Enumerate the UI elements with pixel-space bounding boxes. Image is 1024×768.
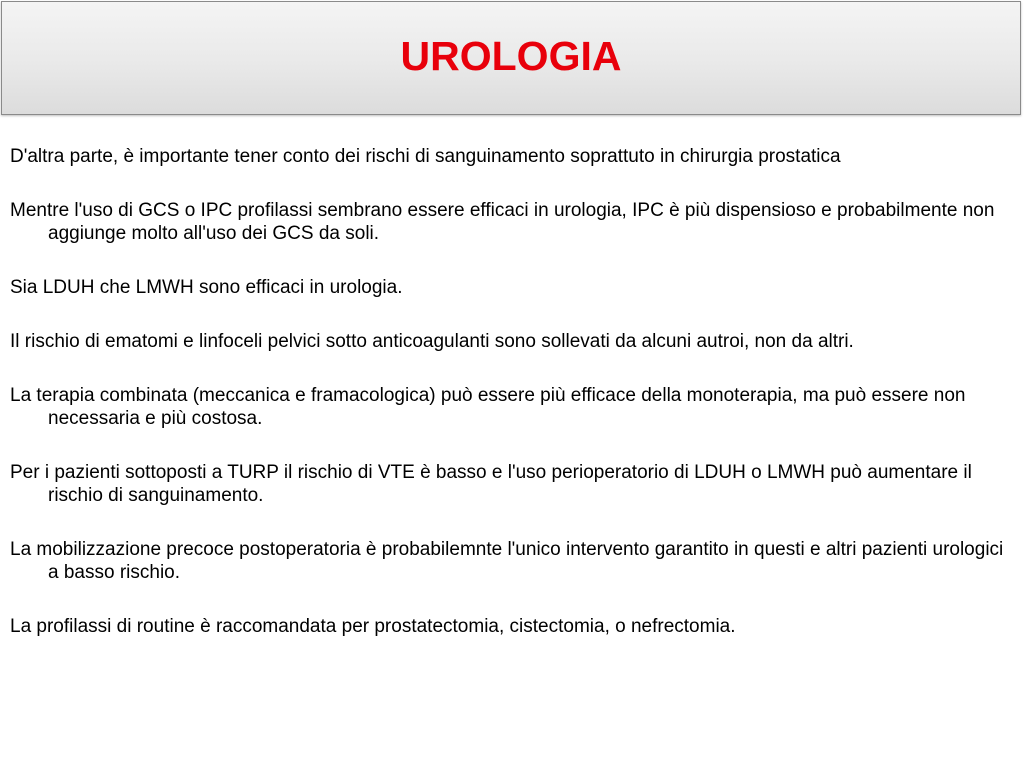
title-bar	[1, 1, 1021, 115]
slide-title: UROLOGIA	[400, 32, 622, 79]
paragraph-2: Mentre l'uso di GCS o IPC profilassi sembrano essere efficaci in urologia, IPC è più dispensioso e probabilmente non aggiunge molto all'uso dei GCS da soli.	[10, 200, 995, 244]
slide-body	[10, 145, 1010, 669]
paragraph-7: La mobilizzazione precoce postoperatoria è probabilemnte l'unico intervento garantito in questi e altri pazienti urologici a basso rischio.	[10, 539, 1004, 583]
paragraph-6: Per i pazienti sottoposti a TURP il rischio di VTE è basso e l'uso perioperatorio di LDUH o LMWH può aumentare il rischio di sanguinamento.	[10, 462, 972, 506]
paragraph-8: La profilassi di routine è raccomandata per prostatectomia, cistectomia, o nefrectomia.	[10, 616, 736, 637]
paragraph-1: D'altra parte, è importante tener conto dei rischi di sanguinamento soprattuto in chirurgia prostatica	[10, 146, 841, 167]
paragraph-4: Il rischio di ematomi e linfoceli pelvici sotto anticoagulanti sono sollevati da alcuni autroi, non da altri.	[10, 331, 854, 352]
paragraph-5: La terapia combinata (meccanica e framacologica) può essere più efficace della monoterapia, ma può essere non necessaria e più costosa.	[10, 385, 966, 429]
paragraph-3: Sia LDUH che LMWH sono efficaci in urologia.	[10, 277, 403, 298]
